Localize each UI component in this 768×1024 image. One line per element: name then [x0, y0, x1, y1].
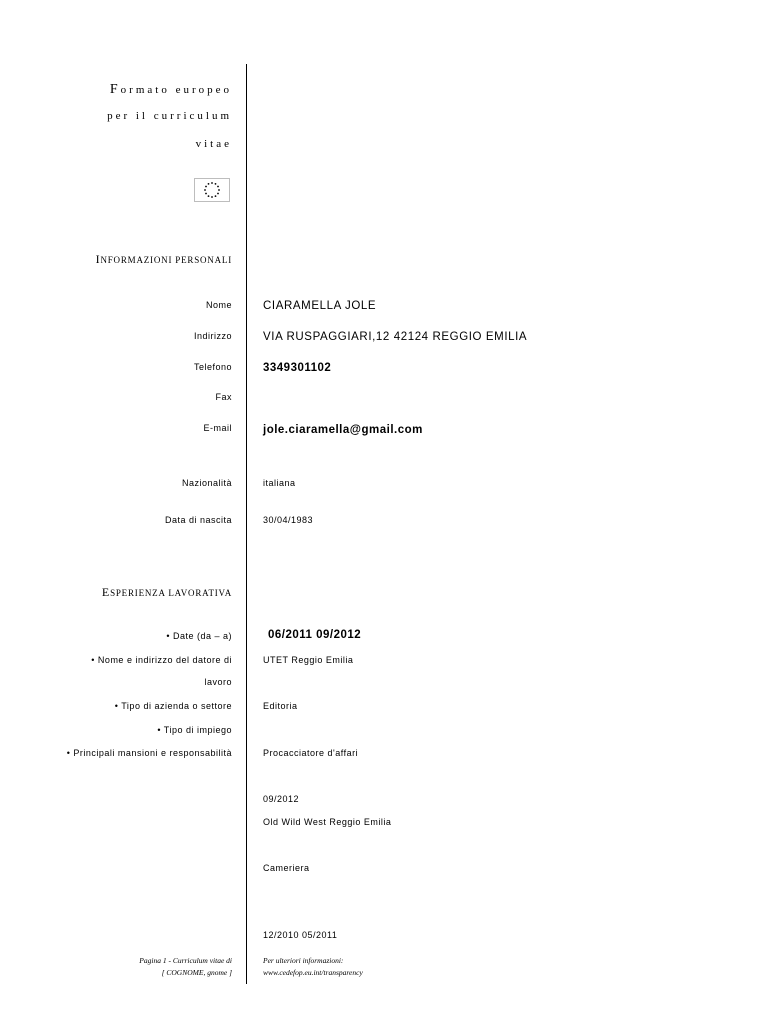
- value-role-2: Cameriera: [263, 863, 310, 873]
- label-employer-line-2: lavoro: [204, 677, 232, 687]
- value-duties-1: Procacciatore d'affari: [263, 748, 359, 758]
- value-email: jole.ciaramella@gmail.com: [263, 424, 423, 436]
- footer-page-info: [139, 955, 232, 979]
- label-job-type: • Tipo di impiego: [157, 725, 232, 735]
- label-sector: • Tipo di azienda o settore: [114, 701, 232, 711]
- value-nome: CIARAMELLA JOLE: [263, 300, 377, 312]
- label-dates: • Date (da – a): [166, 631, 232, 641]
- cv-title-line-3: vitae: [195, 138, 232, 150]
- cv-title-line-1: Formato europeo: [109, 82, 232, 97]
- label-employer-line-1: • Nome e indirizzo del datore di: [91, 655, 232, 665]
- label-nazionalita: Nazionalità: [181, 478, 232, 488]
- footer-page-number: Pagina 1 - Curriculum vitae di: [139, 956, 232, 965]
- value-dates-1: 06/2011 09/2012: [268, 629, 362, 641]
- label-indirizzo: Indirizzo: [193, 331, 232, 341]
- footer-more-info-label: Per ulteriori informazioni:: [263, 956, 344, 965]
- footer-name-placeholder: [ COGNOME, gnome ]: [161, 968, 232, 977]
- footer-more-info-link[interactable]: www.cedefop.eu.int/transparency: [263, 968, 363, 977]
- column-divider: [246, 64, 247, 984]
- value-employer-2: Old Wild West Reggio Emilia: [263, 817, 392, 827]
- label-data-nascita: Data di nascita: [164, 515, 232, 525]
- eu-flag-icon: [194, 178, 230, 202]
- value-data-nascita: 30/04/1983: [263, 515, 314, 525]
- label-telefono: Telefono: [193, 362, 232, 372]
- value-indirizzo: VIA RUSPAGGIARI,12 42124 REGGIO EMILIA: [263, 331, 528, 343]
- label-duties: • Principali mansioni e responsabilità: [66, 748, 232, 758]
- section-title-personal: INFORMAZIONI PERSONALI: [95, 252, 232, 266]
- label-email: E-mail: [203, 423, 232, 433]
- section-title-experience: ESPERIENZA LAVORATIVA: [101, 585, 232, 599]
- label-nome: Nome: [205, 300, 232, 310]
- value-dates-3: 12/2010 05/2011: [263, 930, 338, 940]
- value-sector-1: Editoria: [263, 701, 298, 711]
- cv-title-line-2: per il curriculum: [107, 110, 232, 122]
- eu-stars-icon: [195, 179, 229, 201]
- label-fax: Fax: [215, 392, 232, 402]
- value-nazionalita: italiana: [263, 478, 296, 488]
- value-telefono: 3349301102: [263, 362, 332, 374]
- footer-more-info: [263, 955, 363, 979]
- value-employer-1: UTET Reggio Emilia: [263, 655, 354, 665]
- value-dates-2: 09/2012: [263, 794, 300, 804]
